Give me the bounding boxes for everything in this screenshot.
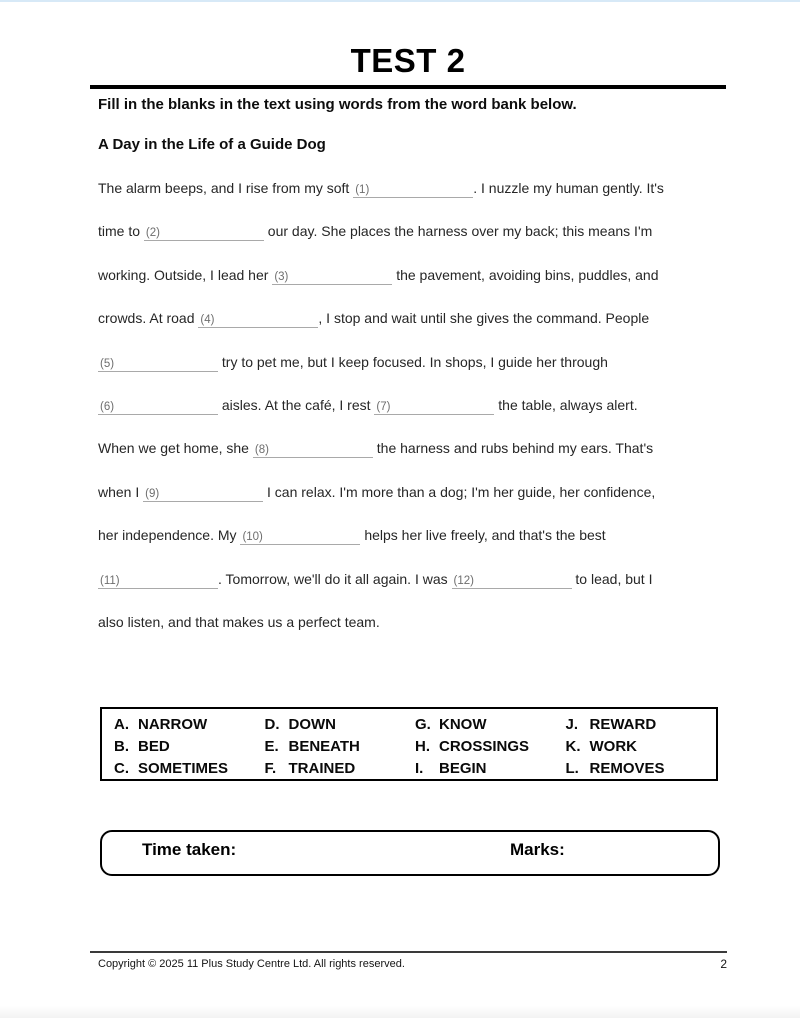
passage-text: the pavement, avoiding bins, puddles, and <box>392 266 659 283</box>
passage <box>98 167 732 644</box>
word-bank-item <box>114 758 265 780</box>
blank-field <box>253 439 373 458</box>
word-bank-letter: E. <box>264 738 279 755</box>
blank-field <box>98 353 218 372</box>
blank-number: (2) <box>145 227 160 240</box>
word-bank-column <box>114 714 265 779</box>
passage-text: The alarm beeps, and I rise from my soft <box>98 180 354 196</box>
footer-divider-rule <box>90 951 727 953</box>
passage-line <box>98 601 732 644</box>
title-divider-rule <box>90 85 726 89</box>
score-box <box>100 830 720 876</box>
passage-line <box>98 210 732 253</box>
word-bank-word: REWARD <box>589 716 657 733</box>
blank-number: (9) <box>145 487 160 500</box>
passage-text: try to pet me, but I keep focused. In shops, I guide her through <box>218 353 608 370</box>
passage-line <box>98 427 732 470</box>
word-bank-word: TRAINED <box>288 760 356 777</box>
passage-text: the harness and rubs behind my ears. That's <box>372 440 654 457</box>
blank-number: (4) <box>200 314 215 327</box>
passage-text: helps her live freely, and that's the best <box>360 527 606 544</box>
marks-label: Marks: <box>510 840 565 859</box>
passage-title: A Day in the Life of a Guide Dog <box>98 136 326 153</box>
word-bank <box>100 707 718 781</box>
word-bank-word: WORK <box>589 738 637 755</box>
blank-field <box>374 396 494 415</box>
passage-line <box>98 297 732 340</box>
word-bank-item <box>566 758 717 780</box>
word-bank-letter: B. <box>114 738 129 755</box>
passage-line <box>98 471 732 514</box>
passage-text: to lead, but I <box>571 570 653 587</box>
passage-line <box>98 254 732 297</box>
viewer-bottom-edge <box>0 1006 800 1018</box>
word-bank-column <box>566 714 717 779</box>
passage-text: our day. She places the harness over my back; this means I'm <box>263 223 653 240</box>
passage-text: . Tomorrow, we'll do it all again. I was <box>218 570 452 587</box>
page-number: 2 <box>720 957 727 971</box>
passage-text: crowds. At road <box>98 310 199 327</box>
word-bank-word: REMOVES <box>589 760 665 777</box>
blank-number: (8) <box>254 444 269 457</box>
passage-line <box>98 514 732 557</box>
blank-number: (7) <box>376 400 391 413</box>
passage-text: When we get home, she <box>98 440 253 457</box>
word-bank-letter: H. <box>415 738 430 755</box>
blank-field <box>144 222 264 241</box>
viewer-top-edge <box>0 0 800 2</box>
passage-line <box>98 558 732 601</box>
blank-field <box>272 266 392 285</box>
word-bank-letter: A. <box>114 716 129 733</box>
passage-text: her independence. My <box>98 527 241 544</box>
word-bank-item <box>566 714 717 736</box>
word-bank-letter: G. <box>415 716 431 733</box>
word-bank-letter: I. <box>415 760 424 777</box>
passage-line <box>98 167 732 210</box>
passage-line <box>98 384 732 427</box>
word-bank-item <box>114 714 265 736</box>
word-bank-column <box>415 714 566 779</box>
instruction-text: Fill in the blanks in the text using words from the word bank below. <box>98 96 577 113</box>
word-bank-column <box>265 714 416 779</box>
word-bank-letter: F. <box>264 760 277 777</box>
blank-number: (3) <box>274 270 289 283</box>
word-bank-item <box>566 736 717 758</box>
blank-field <box>98 396 218 415</box>
word-bank-word: CROSSINGS <box>439 738 530 755</box>
word-bank-letter: K. <box>565 738 581 755</box>
time-taken-label: Time taken: <box>142 840 237 859</box>
passage-text: also listen, and that makes us a perfect team. <box>98 613 380 630</box>
word-bank-item <box>415 758 566 780</box>
word-bank-letter: D. <box>264 716 280 733</box>
passage-text: aisles. At the café, I rest <box>218 396 375 413</box>
blank-field <box>143 483 263 502</box>
blank-field <box>353 179 473 198</box>
passage-text: working. Outside, I lead her <box>98 266 273 283</box>
word-bank-letter: L. <box>565 760 579 777</box>
word-bank-item <box>265 714 416 736</box>
passage-lines <box>98 167 732 644</box>
word-bank-letter: J. <box>565 716 579 733</box>
word-bank-word: KNOW <box>439 716 487 733</box>
word-bank-word: BEGIN <box>439 760 487 777</box>
word-bank-item <box>114 736 265 758</box>
passage-text: the table, always alert. <box>494 396 638 413</box>
blank-number: (12) <box>453 574 474 587</box>
blank-number: (11) <box>100 574 120 587</box>
word-bank-word: NARROW <box>138 716 208 733</box>
blank-field <box>240 526 360 545</box>
blank-number: (5) <box>100 357 115 370</box>
passage-text: . I nuzzle my human gently. It's <box>473 180 664 196</box>
passage-line <box>98 341 732 384</box>
word-bank-word: BED <box>138 738 170 755</box>
passage-text: time to <box>98 223 144 240</box>
word-bank-word: BENEATH <box>288 738 360 755</box>
passage-text: when I <box>98 483 144 500</box>
page-title: TEST 2 <box>350 42 466 79</box>
copyright-text: Copyright © 2025 11 Plus Study Centre Ltd. All rights reserved. <box>98 958 405 970</box>
word-bank-item <box>265 736 416 758</box>
blank-field <box>98 570 218 589</box>
word-bank-word: DOWN <box>288 716 336 733</box>
word-bank-item <box>415 736 566 758</box>
word-bank-item <box>265 758 416 780</box>
blank-field <box>198 309 318 328</box>
word-bank-letter: C. <box>114 760 129 777</box>
word-bank-word: SOMETIMES <box>138 760 229 777</box>
blank-number: (1) <box>355 184 370 196</box>
blank-number: (10) <box>242 531 263 544</box>
word-bank-item <box>415 714 566 736</box>
passage-text: , I stop and wait until she gives the command. People <box>318 310 650 327</box>
passage-text: I can relax. I'm more than a dog; I'm her guide, her confidence, <box>263 483 656 500</box>
blank-field <box>452 570 572 589</box>
blank-number: (6) <box>100 400 115 413</box>
